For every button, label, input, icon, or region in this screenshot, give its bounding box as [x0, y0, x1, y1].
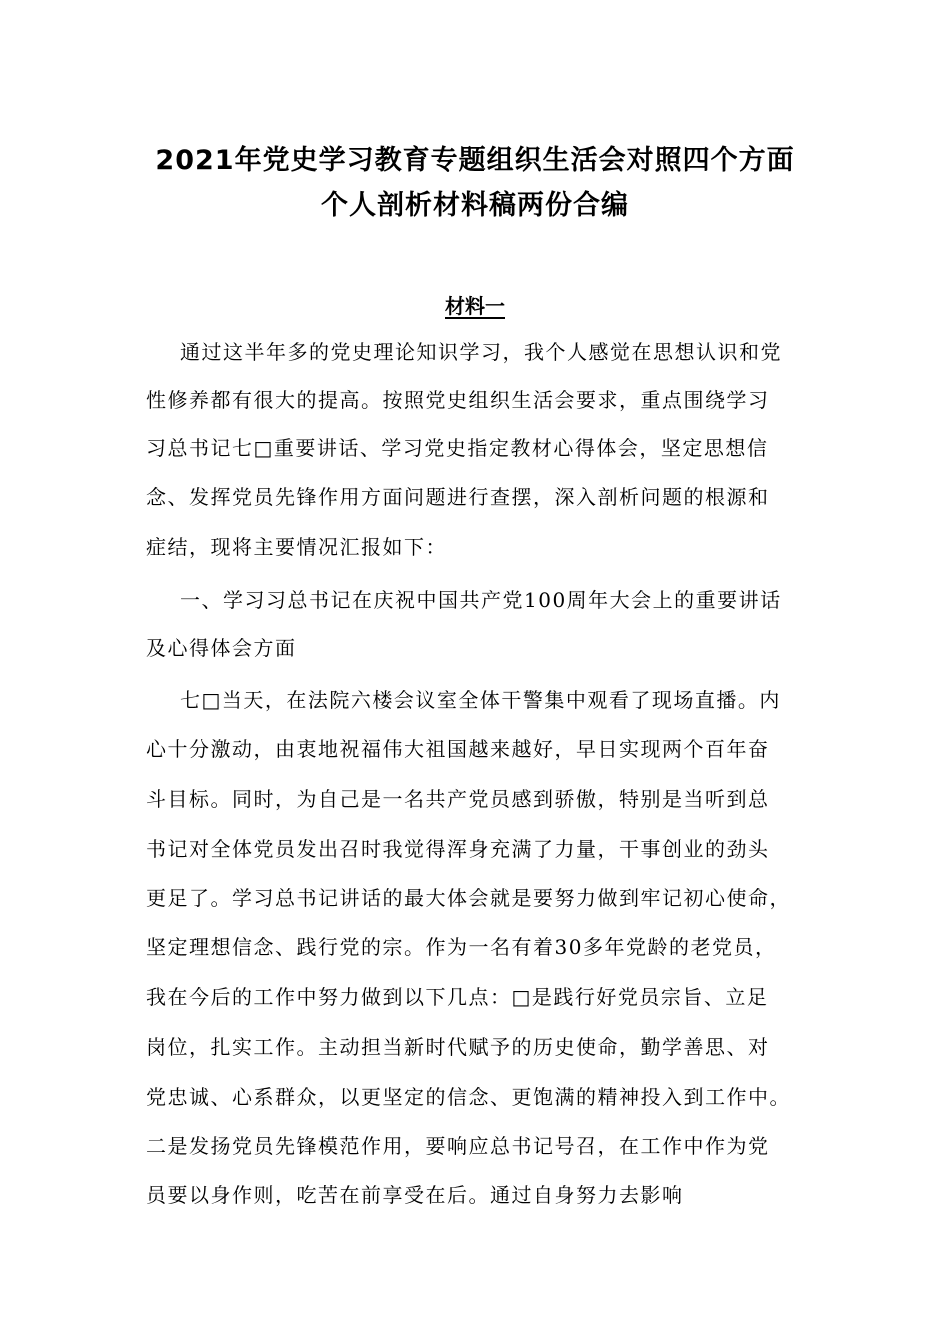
body-line: 七□当天，在法院六楼会议室全体干警集中观看了现场直播。内 [180, 688, 781, 712]
body-line: 坚定理想信念、践行党的宗。作为一名有着30多年党龄的老党员， [146, 935, 777, 959]
body-line: 书记对全体党员发出召时我觉得浑身充满了力量，干事创业的劲头 [146, 837, 770, 861]
body-line: 我在今后的工作中努力做到以下几点：□是践行好党员宗旨、立足 [146, 985, 769, 1009]
body-line: 习总书记七□重要讲话、学习党史指定教材心得体会，坚定思想信 [146, 436, 769, 460]
body-line: 心十分激动，由衷地祝福伟大祖国越来越好，早日实现两个百年奋 [146, 737, 770, 761]
body-line: 二是发扬党员先锋模范作用，要响应总书记号召，在工作中作为党 [146, 1134, 770, 1158]
body-line: 及心得体会方面 [146, 636, 297, 660]
body-line: 更足了。学习总书记讲话的最大体会就是要努力做到牢记初心使命， [146, 886, 791, 910]
document-title-line-2: 个人剖析材料稿两份合编 [321, 190, 629, 221]
section-heading: 材料一 [445, 294, 505, 318]
body-line: 念、发挥党员先锋作用方面问题进行查摆，深入剖析问题的根源和 [146, 485, 770, 509]
body-line: 岗位，扎实工作。主动担当新时代赋予的历史使命，勤学善思、对 [146, 1035, 770, 1059]
body-line: 症结，现将主要情况汇报如下： [146, 535, 447, 559]
body-line: 党忠诚、心系群众，以更坚定的信念、更饱满的精神投入到工作中。 [146, 1085, 791, 1109]
body-line: 性修养都有很大的提高。按照党史组织生活会要求，重点围绕学习 [146, 388, 770, 412]
body-line: 一、学习习总书记在庆祝中国共产党100周年大会上的重要讲话 [180, 588, 782, 612]
body-line: 斗目标。同时，为自己是一名共产党员感到骄傲，特别是当听到总 [146, 787, 770, 811]
body-line: 员要以身作则，吃苦在前享受在后。通过自身努力去影响 [146, 1183, 684, 1207]
document-title-line-1: 2021年党史学习教育专题组织生活会对照四个方面 [155, 145, 795, 176]
body-line: 通过这半年多的党史理论知识学习，我个人感觉在思想认识和党 [180, 340, 782, 364]
